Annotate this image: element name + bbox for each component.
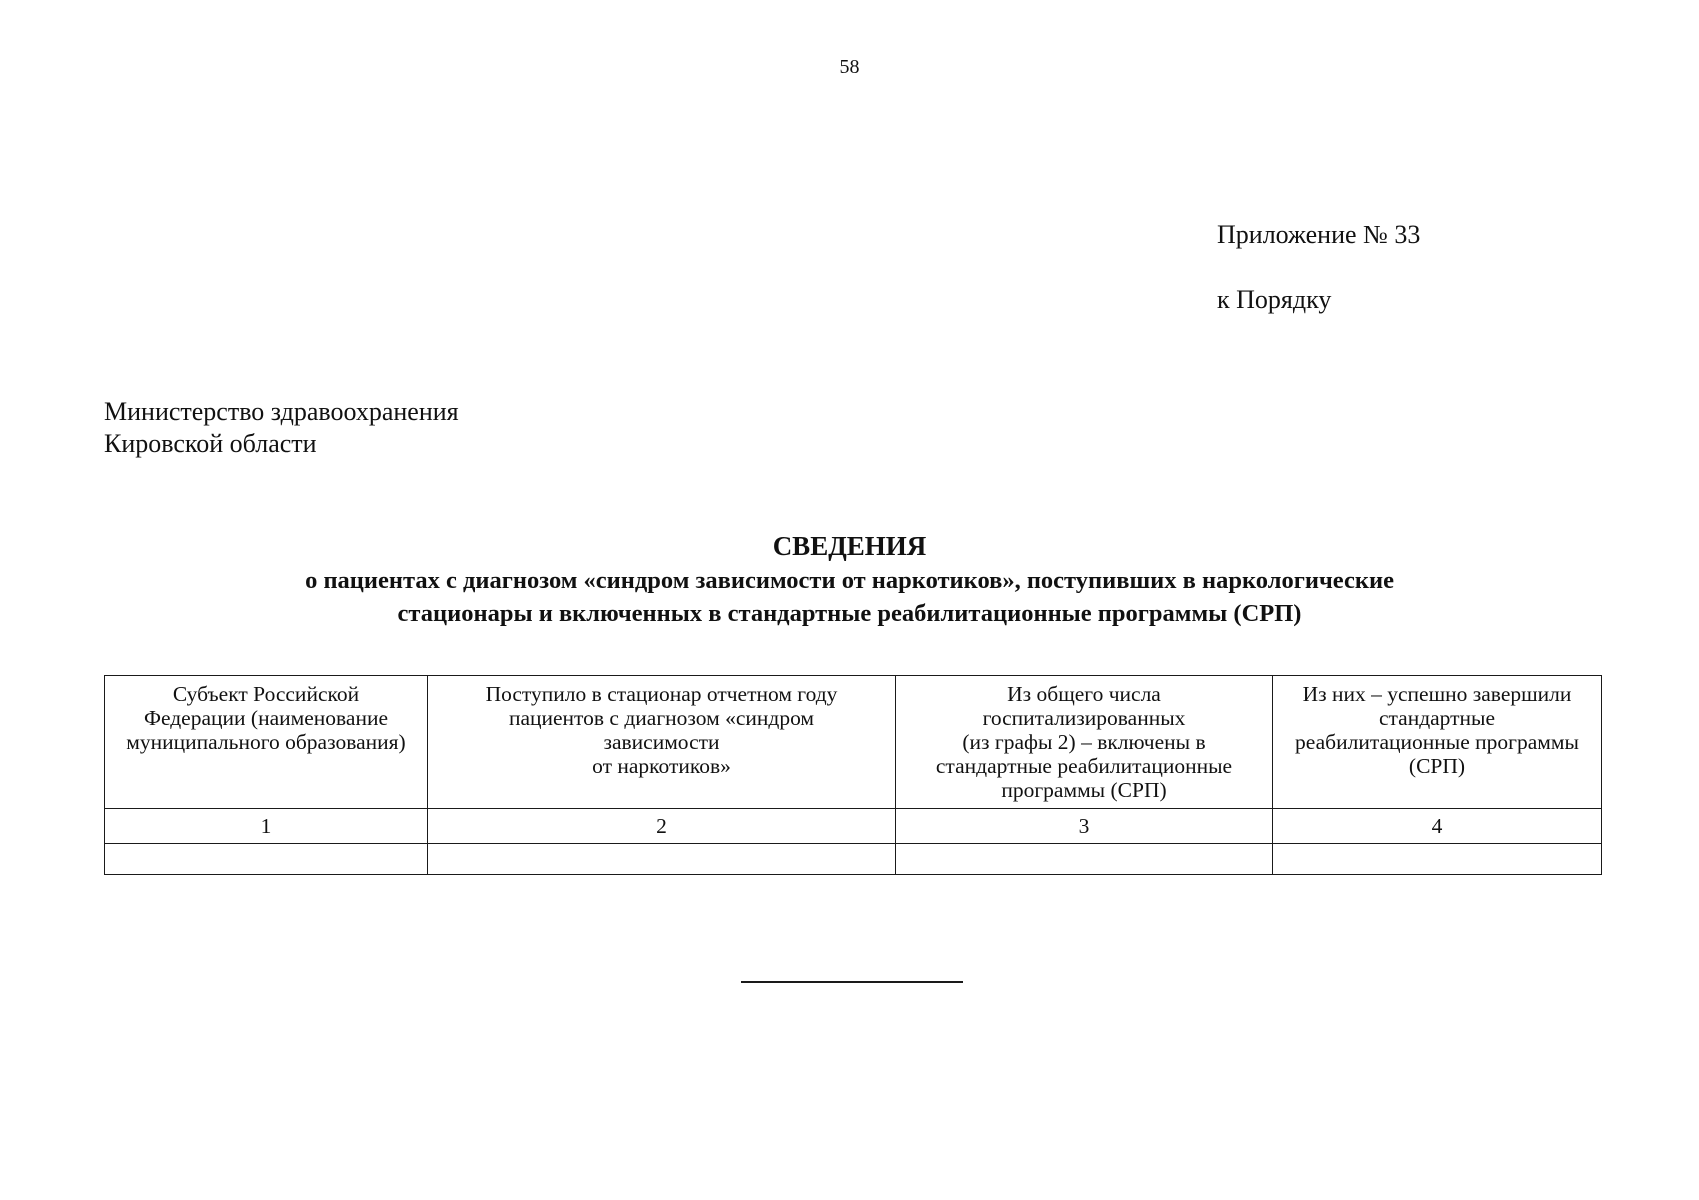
table-header-row	[105, 676, 1602, 809]
header-cell-included-srp	[896, 676, 1273, 809]
appendix-reference	[1217, 222, 1420, 313]
subtitle-line-2: стационары и включенных в стандартные реабилитационные программы (СРП)	[397, 600, 1302, 627]
organization-line-1: Министерство здравоохранения	[104, 397, 459, 426]
table-cell	[1273, 844, 1602, 875]
column-number-row	[105, 809, 1602, 844]
header-line: Субъект Российской	[172, 682, 360, 706]
appendix-order: к Порядку	[1217, 285, 1332, 314]
header-line: (СРП)	[1408, 754, 1466, 778]
header-cell-completed-srp	[1273, 676, 1602, 809]
header-line: реабилитационные программы	[1295, 730, 1579, 754]
header-line: Поступило в стационар отчетном году	[485, 682, 838, 706]
table-cell	[896, 844, 1273, 875]
header-cell-admitted	[428, 676, 896, 809]
document-subtitle	[180, 564, 1519, 630]
header-line: стандартные	[1378, 706, 1496, 730]
header-cell-subject	[105, 676, 428, 809]
page-number: 58	[839, 56, 860, 78]
column-number-cell: 4	[1273, 809, 1602, 844]
header-line: Федерации (наименование	[144, 706, 388, 730]
column-number-cell: 3	[896, 809, 1273, 844]
header-line: программы (СРП)	[1001, 778, 1167, 802]
closing-divider	[741, 981, 963, 983]
header-line: пациентов с диагнозом «синдром	[508, 706, 815, 730]
organization-name	[104, 396, 459, 460]
header-line: Из них – успешно завершили	[1302, 682, 1572, 706]
header-line: муниципального образования)	[126, 730, 406, 754]
organization-line-2: Кировской области	[104, 429, 317, 458]
column-number-cell: 2	[428, 809, 896, 844]
table-cell	[428, 844, 896, 875]
table-row	[105, 844, 1602, 875]
header-line: (из графы 2) – включены в	[962, 730, 1206, 754]
header-line: госпитализированных	[982, 706, 1186, 730]
column-number-cell: 1	[105, 809, 428, 844]
document-title: СВЕДЕНИЯ	[772, 531, 927, 561]
header-line: от наркотиков»	[592, 754, 731, 778]
header-line: стандартные реабилитационные	[935, 754, 1233, 778]
header-line: Из общего числа	[1007, 682, 1161, 706]
appendix-number: Приложение № 33	[1217, 220, 1421, 249]
subtitle-line-1: о пациентах с диагнозом «синдром зависимости от наркотиков», поступивших в наркологические	[305, 567, 1394, 594]
report-table	[104, 675, 1602, 875]
table-cell	[105, 844, 428, 875]
header-line: зависимости	[603, 730, 720, 754]
